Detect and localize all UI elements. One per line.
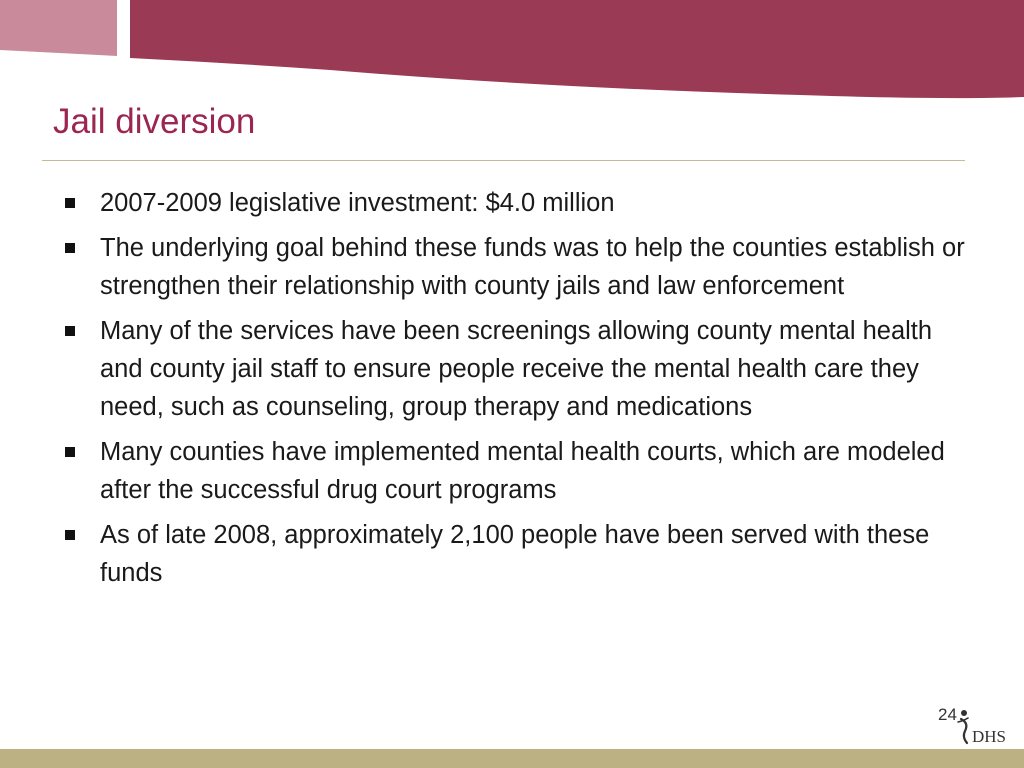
slide-title: Jail diversion bbox=[53, 102, 256, 141]
bullet-text: Many counties have implemented mental health courts, which are modeled after the successful drug court programs bbox=[100, 438, 945, 504]
page-number: 24 bbox=[938, 705, 957, 724]
logo-figure-head bbox=[961, 710, 967, 716]
square-bullet-icon bbox=[65, 530, 75, 540]
bullet-item bbox=[62, 312, 967, 426]
footer-bar bbox=[0, 749, 1024, 768]
title-divider bbox=[42, 160, 965, 161]
header-band-light bbox=[0, 0, 117, 56]
bullet-item bbox=[62, 516, 967, 592]
header-band-dark bbox=[130, 0, 1024, 98]
bullet-text: As of late 2008, approximately 2,100 people have been served with these funds bbox=[100, 521, 930, 587]
header-band-divider bbox=[117, 0, 130, 58]
header-band bbox=[0, 0, 1024, 110]
logo-text: DHS bbox=[972, 727, 1007, 745]
bullet-item bbox=[62, 229, 967, 305]
bullet-text: 2007-2009 legislative investment: $4.0 million bbox=[100, 189, 615, 217]
bullet-item bbox=[62, 184, 967, 222]
logo-figure-body bbox=[961, 719, 967, 743]
bullet-list bbox=[62, 184, 967, 599]
bullet-item bbox=[62, 433, 967, 509]
bullet-text: The underlying goal behind these funds was to help the counties establish or strengthen their relationship with county jails and law enforcement bbox=[100, 234, 965, 300]
square-bullet-icon bbox=[65, 326, 75, 336]
bullet-text: Many of the services have been screenings allowing county mental health and county jail staff to ensure people receive the mental health care they need, such as counseling, group therapy and medications bbox=[100, 317, 933, 421]
square-bullet-icon bbox=[65, 198, 75, 208]
square-bullet-icon bbox=[65, 447, 75, 457]
dhs-logo-icon bbox=[955, 709, 1017, 745]
square-bullet-icon bbox=[65, 243, 75, 253]
